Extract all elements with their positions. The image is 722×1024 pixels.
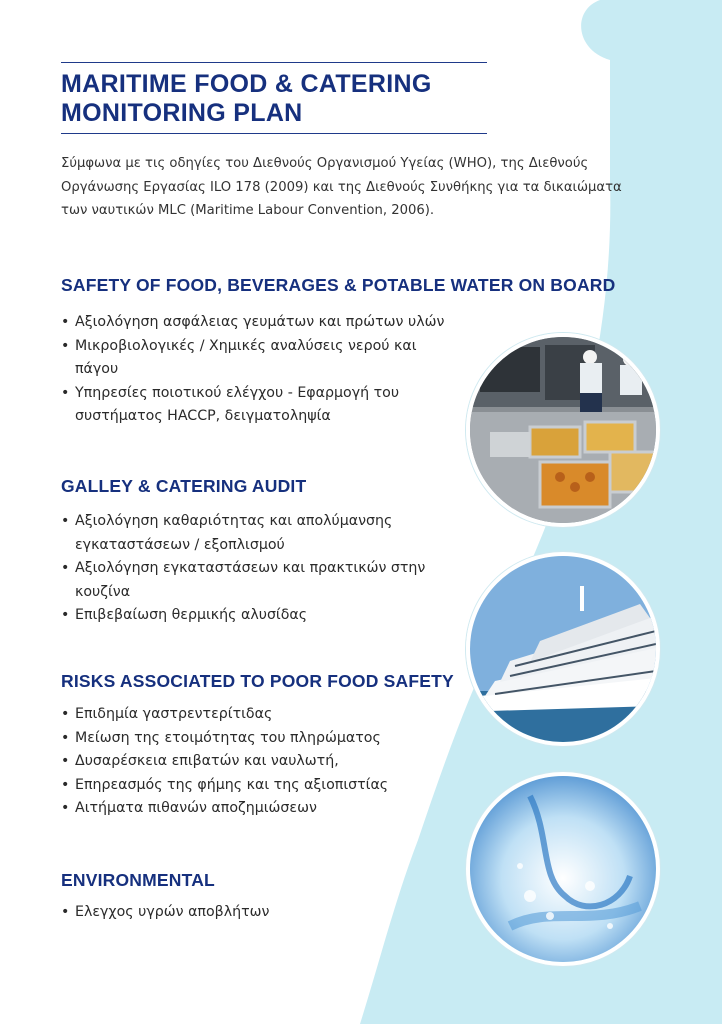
list-item: • Αιτήματα πιθανών αποζημιώσεων [61,797,441,821]
section-heading-food-safety: SAFETY OF FOOD, BEVERAGES & POTABLE WATER ON BOARD [61,275,616,295]
food-safety-list [61,311,446,429]
environmental-list [61,901,441,925]
list-item: • Μείωση της ετοιμότητας του πληρώματος [61,727,441,751]
list-item: • Αξιολόγηση ασφάλειας γευμάτων και πρώτων υλών [61,311,446,335]
list-item: • Υπηρεσίες ποιοτικού ελέγχου - Εφαρμογή του συστήματος HACCP, δειγματοληψία [61,382,446,429]
list-item: • Ελεγχος υγρών αποβλήτων [61,901,441,925]
section-heading-environmental: ENVIRONMENTAL [61,870,215,890]
cruise-ship-photo [466,552,660,746]
list-item: • Επηρεασμός της φήμης και της αξιοπιστίας [61,774,441,798]
list-item: • Μικροβιολογικές / Χημικές αναλύσεις νερού και πάγου [61,335,446,382]
list-item: • Δυσαρέσκεια επιβατών και ναυλωτή, [61,750,441,774]
galley-kitchen-photo [466,333,660,527]
galley-audit-list [61,510,451,628]
title-bottom-rule [61,133,487,134]
page-title: MARITIME FOOD & CATERING MONITORING PLAN [61,70,432,127]
section-heading-risks: RISKS ASSOCIATED TO POOR FOOD SAFETY [61,671,454,691]
water-glass-photo [466,772,660,966]
intro-paragraph: Σύμφωνα με τις οδηγίες του Διεθνούς Οργανισμού Υγείας (WHO), της Διεθνούς Οργάνωσης Εργασίας ILO 178 (2009) και της Διεθνούς Συνθήκης για τα δικαιώματα των ναυτικών MLC (Maritime Labour Convention, 2006). [61,156,622,218]
section-heading-galley-audit: GALLEY & CATERING AUDIT [61,476,307,496]
risks-list [61,703,441,821]
list-item: • Επιδημία γαστρεντερίτιδας [61,703,441,727]
title-top-rule [61,62,487,63]
list-item: • Επιβεβαίωση θερμικής αλυσίδας [61,604,451,628]
list-item: • Αξιολόγηση εγκαταστάσεων και πρακτικών στην κουζίνα [61,557,451,604]
list-item: • Αξιολόγηση καθαριότητας και απολύμανσης εγκαταστάσεων / εξοπλισμού [61,510,451,557]
